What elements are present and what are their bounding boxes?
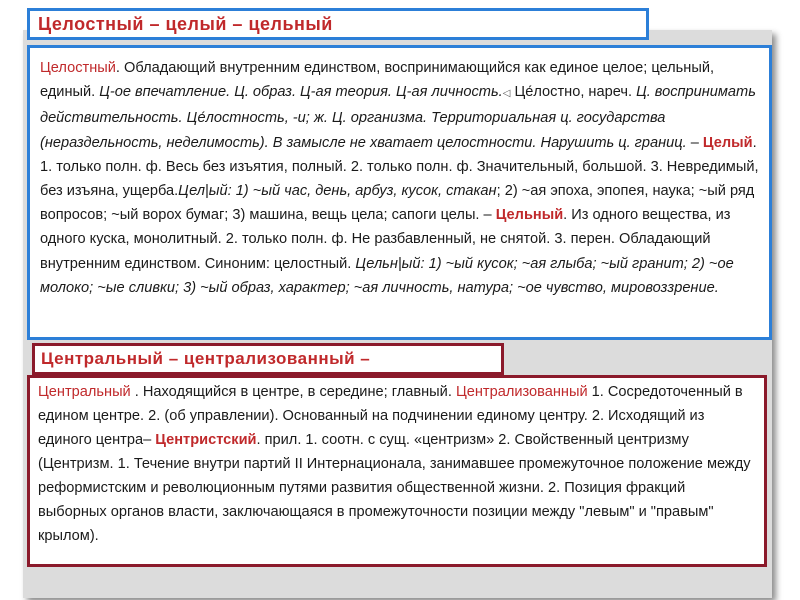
- term-tsentralizovanny: Централизованный: [455, 384, 588, 400]
- usage-examples: Цел|ый: 1) ~ый час, день, арбуз, кусок, стакан: [178, 183, 497, 200]
- term-tsentralny: Центральный: [38, 384, 131, 400]
- definition-text: Це́лостно, нареч.: [510, 84, 637, 101]
- definition-text: . Из одного вещества, из одного куска, монолитный. 2. только полн. ф. Не разбавленный, не снятой. 3. перен. Обладающий внутренним единством. Синоним: целостный.: [40, 207, 731, 272]
- term-tselostny: Целостный: [40, 60, 116, 76]
- term-tsentristsky: Центристский: [155, 432, 257, 448]
- definition-text: 1. Сосредоточенный в едином центре. 2. (об управлении). Основанный на подчинении единому центру. 2. Исходящий из единого центра–: [38, 384, 743, 448]
- usage-examples: Цельн|ый: 1) ~ый кусок; ~ая глыба; ~ый гранит; 2) ~ое молоко; ~ые сливки; 3) ~ый образ, характер; ~ая личность, натура; ~ое чувство, мировоззрение.: [40, 255, 734, 296]
- definition-text: . прил. 1. соотн. с сущ. «центризм» 2. Свойственный центризму (Центризм. 1. Течение внутри партий II Интернационала, занимавшее промежуточное положение между реформистским и революционным путями развития общественной жизни. 2. Позиция фракций выборных органов власти, заключающаяся в промежуточности позиции между "левым" и "правым" крылом).: [38, 432, 751, 544]
- term-tselny: Цельный: [495, 207, 564, 224]
- dash-separator: –: [686, 134, 703, 151]
- title-tselostny: Целостный – целый – цельный: [27, 8, 649, 40]
- usage-examples: Ц-ое впечатление. Ц. образ. Ц-ая теория. Ц-ая личность.: [99, 84, 503, 101]
- term-tsely: Целый: [702, 134, 753, 151]
- definition-text: . 1. только полн. ф. Весь без изъятия, полный. 2. только полн. ф. Значительный, большой. 3. Невредимый, без изъяна, ущерба.: [40, 134, 759, 200]
- definition-text: . Находящийся в центре, в середине; главный.: [130, 384, 456, 400]
- definition-text: ; 2) ~ая эпоха, эпопея, наука; ~ый ряд вопросов; ~ый ворох бумаг; 3) машина, вещь цела; сапоги целы. –: [40, 183, 755, 224]
- definition-box-tselostny: [27, 45, 772, 340]
- definition-box-tsentralny: [27, 375, 767, 567]
- definition-text: . Обладающий внутренним единством, воспринимающийся как единое целое; цельный, единый.: [40, 60, 715, 101]
- triangle-icon: ◁: [502, 88, 511, 100]
- usage-examples: Ц. воспринимать действительность. Це́лостность, -и; ж. Ц. организма. Территориальная ц. государства (нераздельность, неделимость). В замысле не хватает целостности. Нарушить ц. границ.: [40, 84, 756, 151]
- title-tsentralny: Центральный – централизованный –: [32, 343, 504, 375]
